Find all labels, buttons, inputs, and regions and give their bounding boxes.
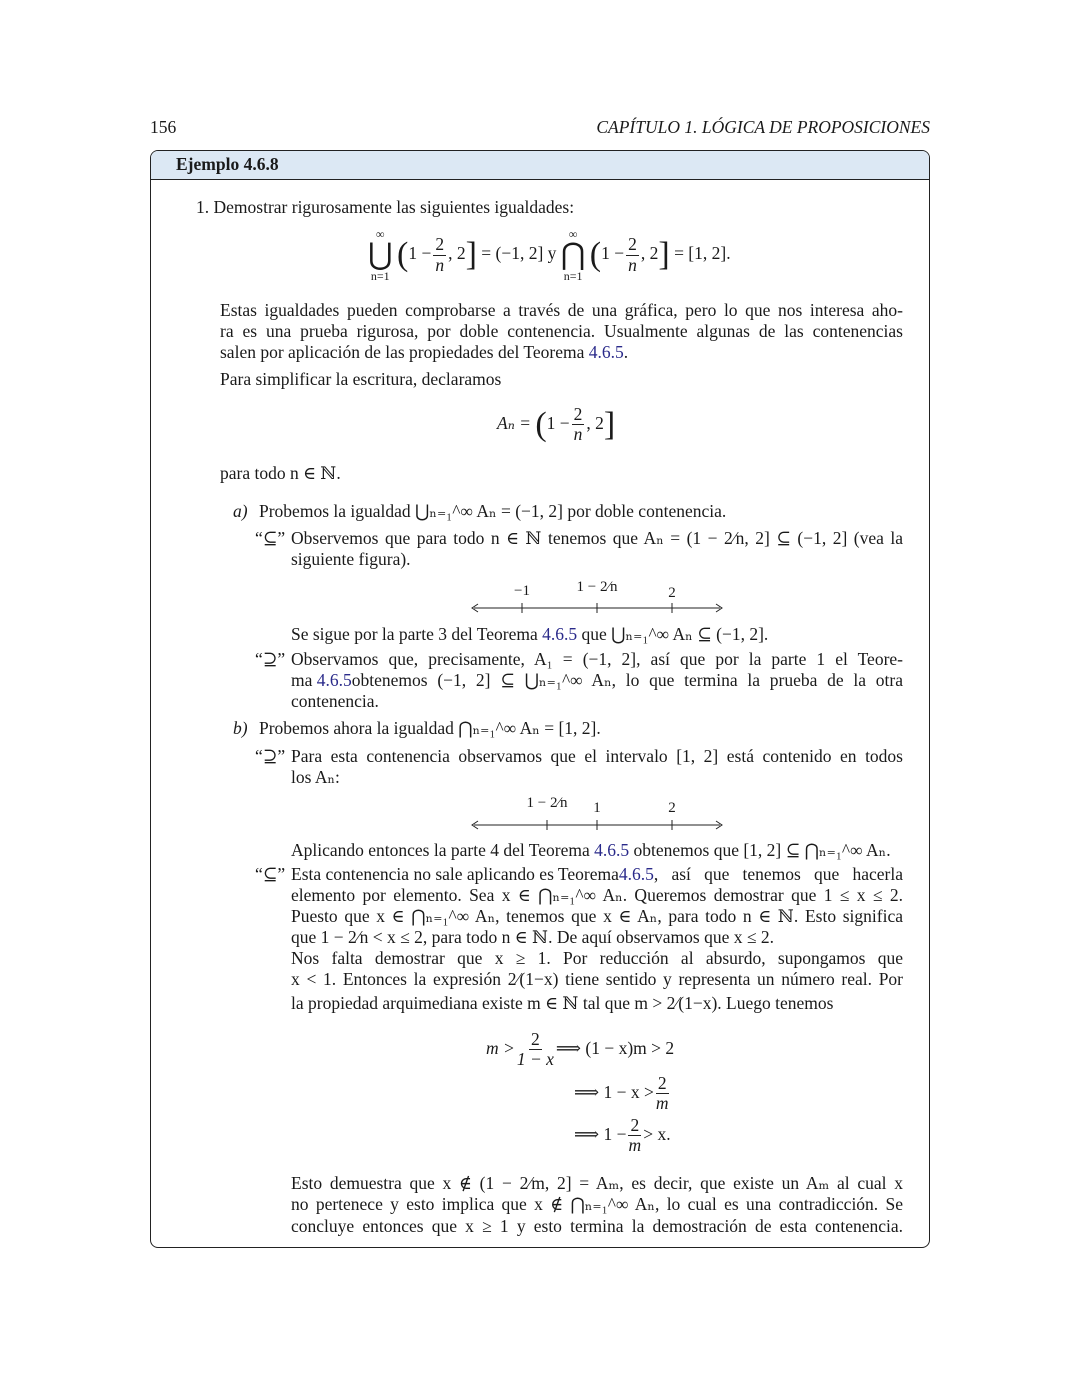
text-line: Observemos que para todo n ∈ ℕ tenemos que Aₙ = (1 − 2⁄n, 2] ⊆ (−1, 2] (vea la [291, 528, 903, 548]
subset-label: “⊆” [255, 864, 286, 884]
tick-label: 1 − 2⁄n [576, 579, 618, 595]
theorem-link[interactable]: 4.6.5 [316, 670, 352, 690]
example-title: Ejemplo 4.6.8 [176, 154, 279, 174]
tick-label: −1 [514, 583, 530, 599]
num: 2 [630, 1115, 640, 1135]
paragraph: Para simplificar la escritura, declaramos [220, 369, 502, 389]
text-line: Esto demuestra que x ∉ (1 − 2⁄m, 2] = Aₘ, es decir, que existe un Aₘ al cual x [291, 1173, 903, 1193]
num: 2 [657, 1073, 667, 1093]
text-line: no pertenece y esto implica que x ∉ ⋂ₙ₌₁^∞ Aₙ, lo cual es una contradicción. Se [291, 1194, 903, 1214]
eq-text: = (−1, 2] y [481, 243, 557, 264]
text: obtenemos que [1, 2] ⊆ ⋂ₙ₌₁^∞ Aₙ. [629, 840, 891, 860]
eq-text: , 2 [586, 412, 604, 433]
display-equation-3-line-1 [486, 1030, 674, 1070]
num: 2 [435, 234, 445, 255]
item-a-label: a) [233, 501, 248, 521]
text: Se sigue por la parte 3 del Teorema [291, 624, 543, 644]
den: 1 − x [516, 1049, 554, 1070]
den: m [655, 1093, 669, 1114]
text-line: Nos falta demostrar que x ≥ 1. Por reducción al absurdo, supongamos que [291, 948, 903, 968]
num: 2 [628, 234, 637, 255]
item-b-label: b) [233, 718, 248, 738]
display-equation-3-line-3 [574, 1116, 671, 1156]
paragraph-line [220, 342, 628, 363]
eq-text: Aₙ = [497, 412, 531, 433]
display-equation-3-line-2 [574, 1074, 671, 1114]
tick-label: 2 [668, 800, 676, 816]
text-line [291, 864, 903, 885]
text-line: la propiedad arquimediana existe m ∈ ℕ tal que m > 2⁄(1−x). Luego tenemos [291, 993, 834, 1013]
theorem-link[interactable]: 4.6.5 [594, 840, 630, 860]
sup: ∞ [376, 227, 385, 241]
sub: n=1 [563, 269, 583, 283]
theorem-link[interactable]: 4.6.5 [542, 624, 578, 644]
text-line: Para esta contenencia observamos que el intervalo [1, 2] está contenido en todos [291, 746, 903, 766]
eq-text: ⟹ 1 − x > [574, 1081, 654, 1102]
num: 2 [530, 1029, 540, 1049]
text: ma [291, 670, 313, 690]
tick-label: 1 [593, 800, 601, 816]
theorem-link[interactable]: 4.6.5 [618, 864, 654, 884]
tick-label: 1 − 2⁄n [526, 795, 568, 811]
eq-text: , 2 [640, 243, 659, 264]
text: Esta contenencia no sale aplicando es Teorema [291, 864, 619, 884]
subset-label: “⊆” [255, 528, 286, 548]
sub: n=1 [370, 269, 390, 283]
paragraph-line: Estas igualdades pueden comprobarse a través de una gráfica, pero lo que nos interesa aho- [220, 300, 903, 320]
text-line: Puesto que x ∈ ⋂ₙ₌₁^∞ Aₙ, tenemos que x ∈ Aₙ, para todo n ∈ ℕ. Esto significa [291, 906, 903, 926]
text-line: concluye entonces que x ≥ 1 y esto termina la demostración de esta contenencia. [291, 1216, 903, 1236]
den: n [435, 254, 445, 275]
den: n [573, 424, 583, 445]
text-line [291, 840, 891, 861]
display-equation-2: Aₙ = (1 − $\frac{2}{n}$ , 2] [497, 404, 616, 445]
den: m [628, 1135, 642, 1156]
eq-text: ⟹ (1 − x)m > 2 [555, 1037, 675, 1058]
eq-text: 1 − [601, 243, 625, 264]
page-number: 156 [150, 117, 177, 137]
item-1: 1. Demostrar rigurosamente las siguientes igualdades: [196, 197, 575, 217]
text: . [623, 342, 629, 362]
text-line: contenencia. [291, 691, 379, 711]
text-line: x < 1. Entonces la expresión 2⁄(1−x) tiene sentido y representa un número real. Por [291, 969, 903, 989]
den: n [628, 254, 637, 275]
text: obtenemos (−1, 2] ⊆ ⋃ₙ₌₁^∞ Aₙ, lo que termina la prueba de la otra [351, 670, 903, 690]
axis-line [0, 0, 1, 1]
item-a-text: Probemos la igualdad ⋃ₙ₌₁^∞ Aₙ = (−1, 2] por doble contenencia. [259, 501, 727, 521]
text-line: los Aₙ: [291, 767, 340, 787]
num: 2 [573, 404, 583, 424]
running-header: CAPÍTULO 1. LÓGICA DE PROPOSICIONES [596, 117, 930, 137]
intersection-icon: ⋂ [560, 238, 586, 271]
theorem-link[interactable]: 4.6.5 [588, 342, 624, 362]
eq-text: m > [486, 1037, 515, 1058]
text-line [291, 670, 903, 691]
text: Aplicando entonces la parte 4 del Teorema [291, 840, 595, 860]
union-icon: ⋃ [368, 238, 393, 271]
text: , así que tenemos que hacerla [653, 864, 903, 884]
paragraph-line: ra es una prueba rigurosa, por doble contenencia. Usualmente algunas de las contenencias [220, 321, 903, 341]
display-equation-1: ∞ ⋃ n=1 (1 − $\frac{2}{n}$ , 2] = (−1, 2] y ∞ ⋂ n=1 (1 − $\frac{2}{n}$ , 2] = [1, 2]. [368, 227, 731, 283]
eq-text: 1 − [546, 412, 570, 433]
text: salen por aplicación de las propiedades del Teorema [220, 342, 589, 362]
item-b-text: Probemos ahora la igualdad ⋂ₙ₌₁^∞ Aₙ = [1, 2]. [259, 718, 601, 738]
eq-text: > x. [643, 1123, 671, 1144]
eq-text: = [1, 2]. [674, 243, 731, 264]
paragraph: para todo n ∈ ℕ. [220, 463, 341, 483]
text-line: elemento por elemento. Sea x ∈ ⋂ₙ₌₁^∞ Aₙ. Queremos demostrar que 1 ≤ x ≤ 2. [291, 885, 903, 905]
sup: ∞ [568, 227, 578, 241]
superset-label: “⊇” [255, 649, 286, 669]
eq-text: ⟹ 1 − [574, 1123, 627, 1144]
tick-label: 2 [668, 585, 676, 601]
text-line: siguiente figura). [291, 549, 411, 569]
eq-text: 1 − [408, 243, 432, 264]
superset-label: “⊇” [255, 746, 286, 766]
eq-text: , 2 [448, 243, 466, 264]
text-line: que 1 − 2⁄n < x ≤ 2, para todo n ∈ ℕ. De aquí observamos que x ≤ 2. [291, 927, 774, 947]
text-line: Observamos que, precisamente, A₁ = (−1, 2], así que por la parte 1 el Teore- [291, 649, 903, 669]
text: que ⋃ₙ₌₁^∞ Aₙ ⊆ (−1, 2]. [577, 624, 769, 644]
text-line [291, 624, 768, 645]
